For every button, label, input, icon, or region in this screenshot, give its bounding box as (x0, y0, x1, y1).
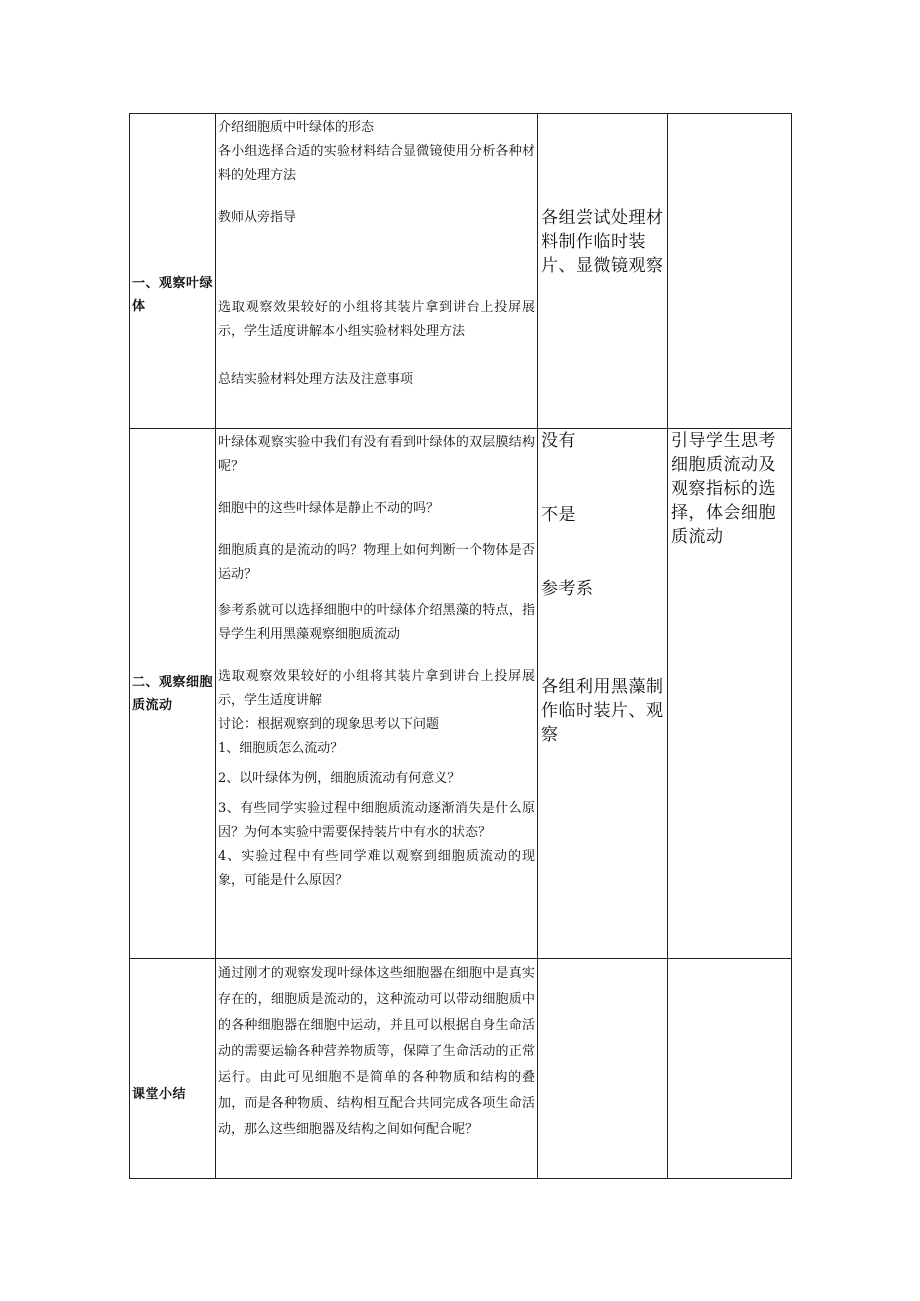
teacher-activity-cell (216, 959, 538, 1179)
teacher-activity-cell (216, 114, 538, 429)
student-activity-cell (538, 959, 668, 1179)
table-row-observe-chloroplast (130, 114, 792, 429)
teacher-line: 3、有些同学实验过程中细胞质流动逐渐消失是什么原因？为何本实验中需要保持装片中有水的状态？ (218, 801, 535, 840)
teacher-line: 1、细胞质怎么流动？ (218, 741, 344, 756)
student-line: 各组利用黑藻制作临时装片、观察 (541, 677, 664, 745)
table-row-observe-cytoplasm-flow (130, 429, 792, 959)
student-line: 没有 (541, 431, 576, 451)
teacher-line: 讨论：根据观察到的现象思考以下问题 (218, 717, 440, 732)
design-intent-cell (668, 114, 792, 429)
teacher-line: 2、以叶绿体为例，细胞质流动有何意义？ (218, 771, 461, 786)
stage-cell (130, 959, 216, 1179)
teacher-line: 介绍细胞质中叶绿体的形态 (218, 120, 375, 135)
teacher-line: 总结实验材料处理方法及注意事项 (218, 372, 414, 387)
teacher-line: 各小组选择合适的实验材料结合显微镜使用分析各种材料的处理方法 (218, 144, 535, 183)
student-line: 参考系 (541, 579, 594, 599)
intent-text: 引导学生思考细胞质流动及观察指标的选择，体会细胞质流动 (671, 431, 776, 547)
stage-label: 二、观察细胞质流动 (132, 674, 214, 713)
teacher-line: 4、实验过程中有些同学难以观察到细胞质流动的现象，可能是什么原因？ (218, 849, 535, 888)
table-row-class-summary (130, 959, 792, 1179)
teacher-line: 细胞质真的是流动的吗？物理上如何判断一个物体是否运动？ (218, 543, 535, 582)
stage-label: 一、观察叶绿体 (132, 276, 214, 314)
student-line: 不是 (541, 505, 576, 525)
teacher-line: 细胞中的这些叶绿体是静止不动的吗？ (218, 501, 440, 516)
student-line: 各组尝试处理材料制作临时装片、显微镜观察 (541, 208, 664, 276)
student-activity-cell (538, 114, 668, 429)
teacher-line: 叶绿体观察实验中我们有没有看到叶绿体的双层膜结构呢？ (218, 435, 535, 474)
design-intent-cell (668, 959, 792, 1179)
teacher-line: 选取观察效果较好的小组将其装片拿到讲台上投屏展示，学生适度讲解 (218, 669, 535, 708)
teacher-activity-cell (216, 429, 538, 959)
stage-cell (130, 429, 216, 959)
stage-cell (130, 114, 216, 429)
teacher-line: 参考系就可以选择细胞中的叶绿体介绍黑藻的特点，指导学生利用黑藻观察细胞质流动 (218, 603, 535, 642)
stage-label: 课堂小结 (132, 1087, 187, 1102)
teacher-line: 教师从旁指导 (218, 210, 297, 225)
design-intent-cell (668, 429, 792, 959)
teacher-line: 通过刚才的观察发现叶绿体这些细胞器在细胞中是真实存在的，细胞质是流动的，这种流动可以带动细胞质中的各种细胞器在细胞中运动，并且可以根据自身生命活动的需要运输各种营养物质等，保障了生命活动的正常运行。由此可见细胞不是简单的各种物质和结构的叠加，而是各种物质、结构相互配合共同完成各项生命活动，那么这些细胞器及结构之间如何配合呢？ (218, 966, 535, 1137)
lesson-plan-table (129, 113, 792, 1179)
teacher-line: 选取观察效果较好的小组将其装片拿到讲台上投屏展示，学生适度讲解本小组实验材料处理方法 (218, 300, 535, 339)
student-activity-cell (538, 429, 668, 959)
